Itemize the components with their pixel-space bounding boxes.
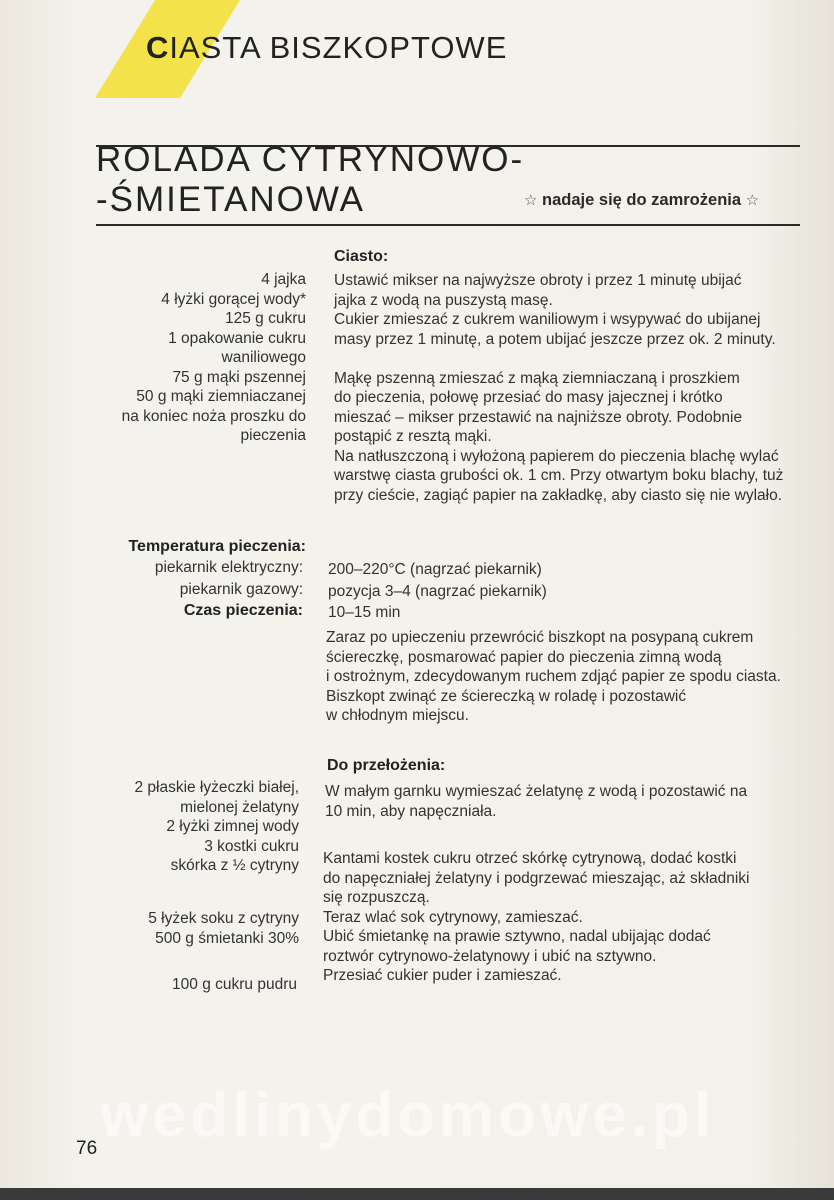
electric-oven-label: piekarnik elektryczny:: [154, 559, 303, 576]
step-line: [334, 349, 809, 369]
title-bottom-rule: [96, 224, 800, 226]
ingredient-line: 500 g śmietanki 30%: [155, 929, 299, 947]
filling-steps-a: [325, 782, 800, 821]
ingredient-line: 100 g cukru pudru: [172, 976, 297, 993]
step-line: do pieczenia, połowę przesiać do masy jajecznej i krótko: [334, 389, 723, 406]
temperature-label: Temperatura pieczenia:: [128, 538, 306, 555]
star-icon: ☆: [745, 192, 760, 209]
step-line: Ubić śmietankę na prawie sztywno, nadal ubijając dodać: [323, 928, 711, 945]
ingredient-line: 3 kostki cukru: [204, 837, 299, 855]
section-title: CIASTA BISZKOPTOWE: [146, 30, 508, 65]
electric-oven-value: 200–220°C (nagrzać piekarnik): [328, 561, 542, 578]
step-line: w chłodnym miejscu.: [326, 707, 469, 724]
step-line: przy cieście, zagiąć papier na zakładkę, aby ciasto się nie wylało.: [334, 486, 783, 504]
ingredient-line: mielonej żelatyny: [180, 798, 299, 816]
step-line: 10 min, aby napęczniała.: [325, 802, 497, 820]
step-line: się rozpuszczą.: [323, 889, 430, 906]
ingredient-line: 5 łyżek soku z cytryny: [148, 910, 299, 927]
step-line: Ustawić mikser na najwyższe obroty i przez 1 minutę ubijać: [334, 272, 742, 289]
step-line: Zaraz po upieczeniu przewrócić biszkopt na posypaną cukrem: [326, 629, 754, 646]
after-baking-steps: [326, 628, 801, 726]
ingredient-line: waniliowego: [221, 349, 306, 366]
gas-oven-value: pozycja 3–4 (nagrzać piekarnik): [328, 583, 547, 600]
dough-steps: [334, 271, 809, 505]
ingredient-line: na koniec noża proszku do: [121, 407, 306, 425]
ingredient-line: 1 opakowanie cukru: [168, 329, 306, 347]
step-line: Teraz wlać sok cytrynowy, zamieszać.: [323, 908, 583, 926]
step-line: postąpić z resztą mąki.: [334, 428, 492, 445]
ingredient-line: 50 g mąki ziemniaczanej: [136, 388, 306, 405]
page-number: 76: [76, 1138, 98, 1159]
ingredient-line: 4 jajka: [261, 271, 306, 288]
step-line: Kantami kostek cukru otrzeć skórkę cytrynową, dodać kostki: [323, 850, 737, 867]
step-line: jajka z wodą na puszystą masę.: [334, 291, 553, 309]
step-line: Biszkopt zwinąć ze ściereczką w roladę i pozostawić: [326, 687, 687, 705]
step-line: Na natłuszczoną i wyłożoną papierem do pieczenia blachę wylać: [334, 447, 779, 465]
watermark: wedlinydomowe.pl: [100, 1081, 716, 1150]
step-line: do napęczniałej żelatyny i podgrzewać mieszając, aż składniki: [323, 869, 750, 887]
gas-oven-label: piekarnik gazowy:: [179, 581, 303, 598]
step-line: roztwór cytrynowo-żelatynowy i ubić na sztywno.: [323, 947, 657, 965]
dough-heading: Ciasto:: [334, 248, 389, 265]
ingredient-line: pieczenia: [240, 427, 306, 444]
filling-ingredients-a: [134, 778, 299, 876]
step-line: Mąkę pszenną zmieszać z mąką ziemniaczaną i proszkiem: [334, 369, 740, 387]
ingredient-line: 2 łyżki zimnej wody: [166, 818, 299, 835]
freezable-note: ☆ nadaje się do zamrożenia ☆: [524, 191, 760, 209]
filling-ingredients-c: [172, 975, 297, 995]
step-line: W małym garnku wymieszać żelatynę z wodą i pozostawić na: [325, 783, 748, 800]
ingredient-line: 4 łyżki gorącej wody*: [161, 290, 306, 308]
step-line: warstwę ciasta grubości ok. 1 cm. Przy otwartym boku blachy, tuż: [334, 467, 784, 484]
step-line: i ostrożnym, zdecydowanym ruchem zdjąć papier ze spodu ciasta.: [326, 668, 781, 685]
star-icon: ☆: [524, 192, 538, 209]
step-line: Cukier zmieszać z cukrem waniliowym i wsypywać do ubijanej: [334, 311, 761, 328]
step-line: Przesiać cukier puder i zamieszać.: [323, 967, 562, 984]
baking-time-value: 10–15 min: [328, 604, 401, 621]
recipe-title: ROLADA CYTRYNOWO- -ŚMIETANOWA: [96, 140, 525, 219]
ingredient-line: 2 płaskie łyżeczki białej,: [134, 779, 299, 796]
page-bottom-edge: [0, 1188, 834, 1200]
filling-steps-b: [323, 849, 798, 986]
ingredient-line: 125 g cukru: [225, 310, 306, 327]
step-line: ściereczkę, posmarować papier do pieczenia zimną wodą: [326, 648, 722, 666]
baking-time-label: Czas pieczenia:: [183, 602, 303, 619]
ingredient-line: skórka z ½ cytryny: [170, 857, 299, 874]
filling-ingredients-b: [148, 909, 299, 948]
step-line: mieszać – mikser przestawić na najniższe obroty. Podobnie: [334, 408, 743, 426]
filling-heading: Do przełożenia:: [327, 757, 446, 774]
ingredient-line: 75 g mąki pszennej: [172, 368, 306, 386]
step-line: masy przez 1 minutę, a potem ubijać jeszcze przez ok. 2 minuty.: [334, 330, 776, 348]
dough-ingredients: [122, 270, 306, 446]
